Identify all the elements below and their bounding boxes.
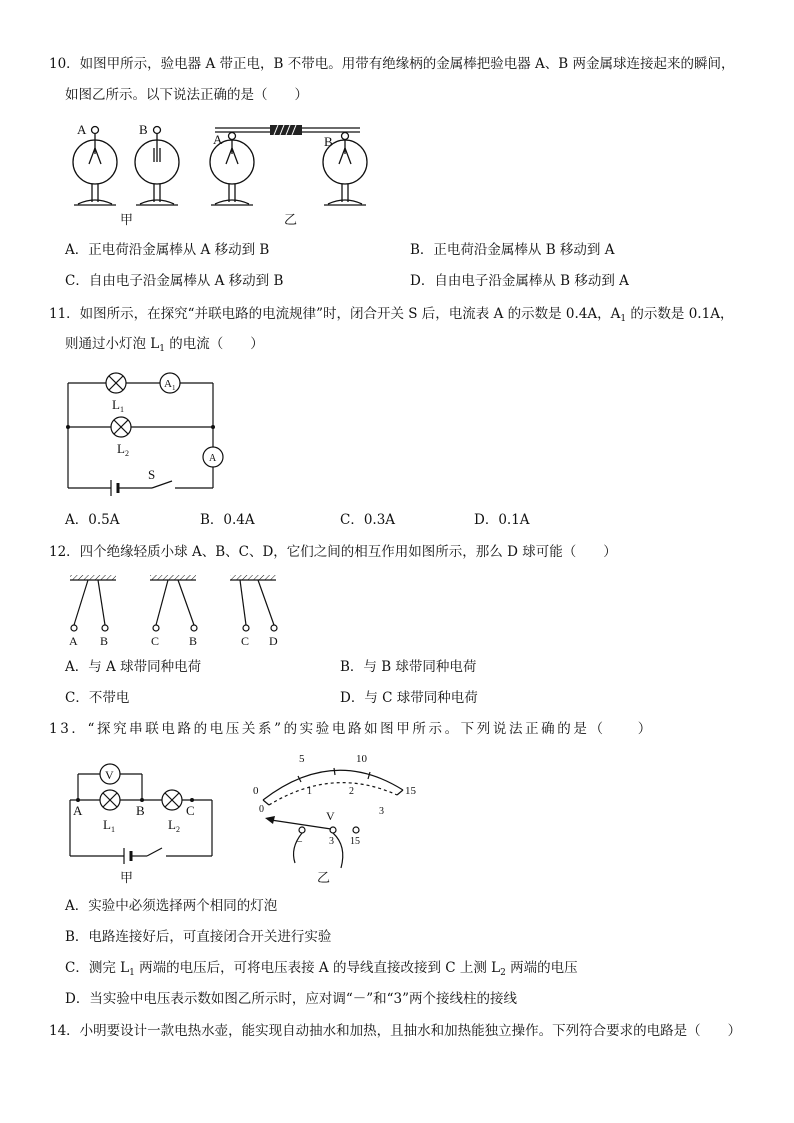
q12-label-a: A bbox=[69, 634, 78, 648]
q13-dial-bot-2: 2 bbox=[349, 786, 354, 797]
q13-dial-bot-3: 3 bbox=[379, 806, 384, 817]
q10-label-b1: B bbox=[139, 122, 148, 137]
q13-dial-bot-1: 1 bbox=[307, 786, 312, 797]
q13-figure-voltmeter-dial bbox=[245, 748, 425, 888]
q11-label-a-meter: A bbox=[209, 453, 217, 464]
q13-label-l2: $L_2$ bbox=[168, 817, 180, 834]
q13-dial-top-0: 0 bbox=[253, 785, 259, 797]
q10-caption-yi: 乙 bbox=[284, 212, 298, 227]
q12-label-c2: C bbox=[241, 634, 250, 648]
q13-label-l1: $L_1$ bbox=[103, 817, 115, 834]
q11-label-switch: S bbox=[148, 467, 156, 482]
q13-dial-bot-0: 0 bbox=[259, 804, 264, 815]
q13-stem-line1: 13．“探究串联电路的电压关系”的实验电路如图甲所示。下列说法正确的是（ ） bbox=[49, 721, 654, 737]
q11-option-c[interactable]: C．0.3A bbox=[340, 512, 396, 528]
q13-caption-yi: 乙 bbox=[317, 870, 331, 885]
q11-option-d[interactable]: D．0.1A bbox=[474, 512, 530, 528]
q13-label-c: C bbox=[186, 803, 195, 818]
q11-figure-parallel-circuit bbox=[60, 365, 230, 495]
q12-option-b[interactable]: B．与 B 球带同种电荷 bbox=[340, 659, 477, 675]
q10-label-a1: A bbox=[77, 122, 87, 137]
q11-stem-line1: 11．如图所示，在探究“并联电路的电流规律”时，闭合开关 S 后，电流表 A 的示数是 0.4A，$A_1$ 的示数是 0.1A， bbox=[49, 306, 734, 324]
q13-caption-jia: 甲 bbox=[120, 870, 134, 885]
q13-label-v: V bbox=[105, 768, 114, 782]
q11-option-b[interactable]: B．0.4A bbox=[200, 512, 255, 528]
q13-option-b[interactable]: B．电路连接好后，可直接闭合开关进行实验 bbox=[65, 929, 332, 945]
q10-figure-electroscopes bbox=[60, 118, 390, 230]
q10-option-b[interactable]: B．正电荷沿金属棒从 B 移动到 A bbox=[410, 242, 615, 258]
q12-stem-line1: 12．四个绝缘轻质小球 A、B、C、D，它们之间的相互作用如图所示，那么 D 球可能（ ） bbox=[49, 544, 617, 560]
q14-stem-line1: 14．小明要设计一款电热水壶，能实现自动抽水和加热，且抽水和加热能独立操作。下列符合要求的电路是（ ） bbox=[49, 1023, 742, 1039]
q11-label-l2: $L_2$ bbox=[117, 441, 129, 458]
q12-figure-hanging-balls bbox=[62, 573, 302, 648]
q12-label-c: C bbox=[151, 634, 160, 648]
q11-label-l1: $L_1$ bbox=[112, 397, 124, 414]
q11-label-a1-meter: $A_1$ bbox=[164, 378, 176, 392]
q13-option-c[interactable]: C．测完 $L_1$ 两端的电压后，可将电压表接 A 的导线直接改接到 C 上测 $L_2$ 两端的电压 bbox=[65, 960, 578, 978]
q10-label-b2: B bbox=[324, 134, 333, 149]
q12-label-d: D bbox=[269, 634, 278, 648]
q13-label-b: B bbox=[136, 803, 145, 818]
q12-option-d[interactable]: D．与 C 球带同种电荷 bbox=[340, 690, 478, 706]
q13-option-d[interactable]: D．当实验中电压表示数如图乙所示时，应对调“－”和“3”两个接线柱的接线 bbox=[65, 991, 518, 1007]
q10-stem-line2: 如图乙所示。以下说法正确的是（ ） bbox=[65, 87, 308, 103]
q13-label-a: A bbox=[73, 803, 83, 818]
q13-dial-top-10: 10 bbox=[356, 753, 367, 765]
q13-option-a[interactable]: A．实验中必须选择两个相同的灯泡 bbox=[65, 898, 278, 914]
q10-option-a[interactable]: A．正电荷沿金属棒从 A 移动到 B bbox=[65, 242, 270, 258]
q12-label-b2: B bbox=[189, 634, 198, 648]
q12-option-c[interactable]: C．不带电 bbox=[65, 690, 130, 706]
q11-option-a[interactable]: A．0.5A bbox=[65, 512, 120, 528]
q12-label-b: B bbox=[100, 634, 109, 648]
q10-option-d[interactable]: D．自由电子沿金属棒从 B 移动到 A bbox=[410, 273, 629, 289]
q12-option-a[interactable]: A．与 A 球带同种电荷 bbox=[65, 659, 202, 675]
q10-label-a2: A bbox=[213, 132, 223, 147]
q13-dial-v: V bbox=[326, 809, 335, 823]
q10-option-c[interactable]: C．自由电子沿金属棒从 A 移动到 B bbox=[65, 273, 284, 289]
q13-figure-series-circuit bbox=[62, 758, 222, 888]
q13-dial-top-5: 5 bbox=[299, 753, 305, 765]
q13-dial-term-3: 3 bbox=[329, 836, 334, 847]
q10-stem-line1: 10．如图甲所示，验电器 A 带正电，B 不带电。用带有绝缘柄的金属棒把验电器 A、B 两金属球连接起来的瞬间， bbox=[49, 56, 735, 72]
q13-dial-term-15: 15 bbox=[350, 836, 360, 847]
q10-caption-jia: 甲 bbox=[120, 212, 134, 227]
q13-dial-minus: – bbox=[297, 836, 302, 847]
q13-dial-top-15: 15 bbox=[405, 785, 416, 797]
q11-stem-line2: 则通过小灯泡 $L_1$ 的电流（ ） bbox=[65, 336, 264, 354]
